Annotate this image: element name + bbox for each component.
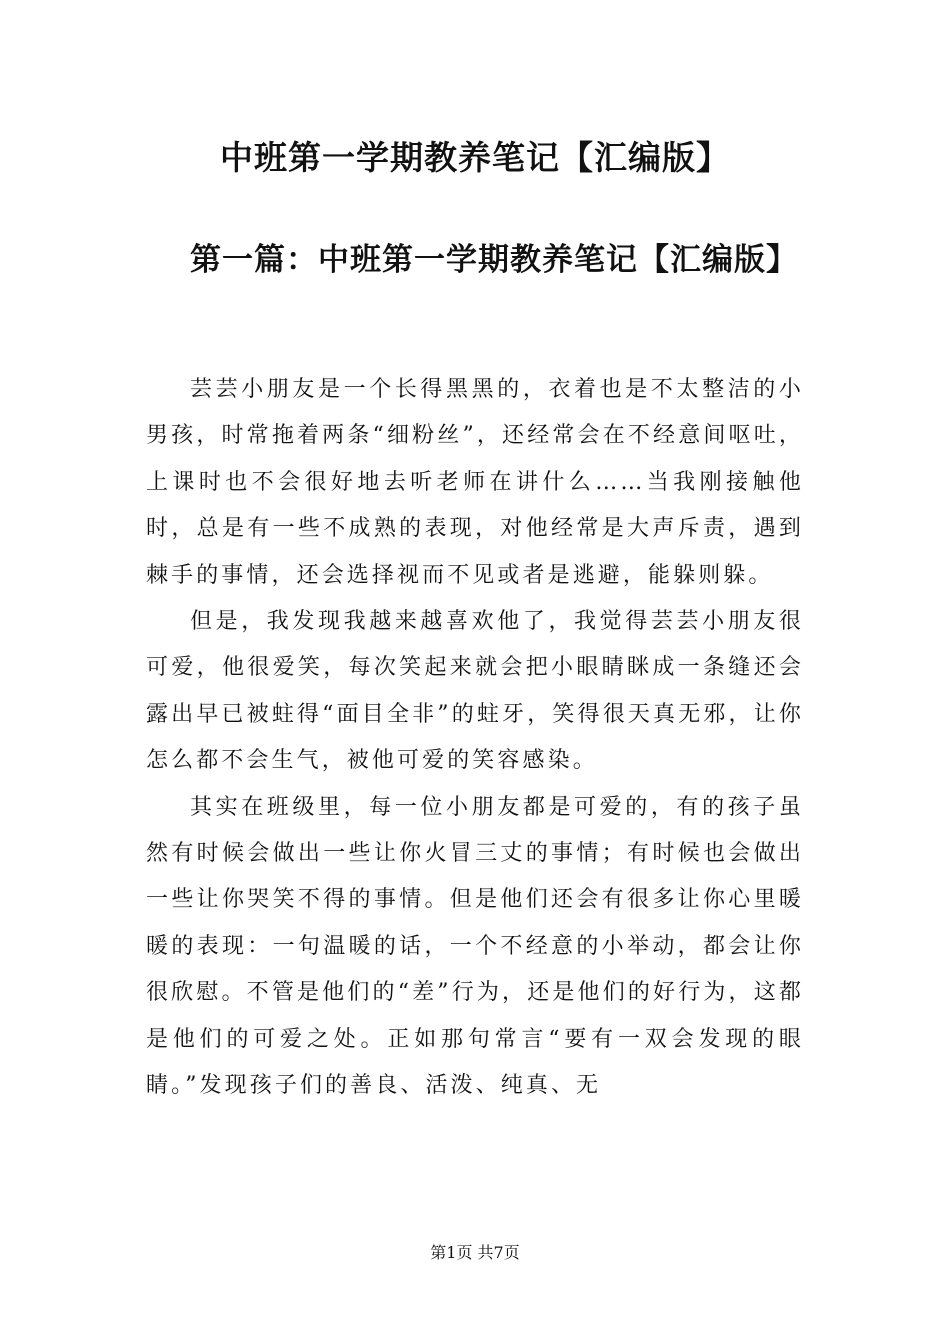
body-paragraph: 芸芸小朋友是一个长得黑黑的，衣着也是不太整洁的小男孩，时常拖着两条“细粉丝”，还经常会在不经意间呕吐，上课时也不会很好地去听老师在讲什么……当我刚接触他时，总是有一些不成熟的表现，对他经常是大声斥责，遇到棘手的事情，还会选择视而不见或者是逃避，能躲则躲。 xyxy=(146,377,804,588)
document-title: 中班第一学期教养笔记【汇编版】 xyxy=(220,138,730,177)
page-number-footer: 第1页 共7页 xyxy=(430,1243,520,1262)
section-title: 第一篇：中班第一学期教养笔记【汇编版】 xyxy=(190,242,798,278)
body-paragraph: 但是，我发现我越来越喜欢他了，我觉得芸芸小朋友很可爱，他很爱笑，每次笑起来就会把小眼睛眯成一条缝还会露出早已被蛀得“面目全非”的蛀牙，笑得很天真无邪，让你怎么都不会生气，被他可爱的笑容感染。 xyxy=(146,609,804,774)
body-paragraph: 其实在班级里，每一位小朋友都是可爱的，有的孩子虽然有时候会做出一些让你火冒三丈的事情；有时候也会做出一些让你哭笑不得的事情。但是他们还会有很多让你心里暖暖的表现：一句温暖的话，一个不经意的小举动，都会让你很欣慰。不管是他们的“差”行为，还是他们的好行为，这都是他们的可爱之处。正如那句常言“要有一双会发现的眼睛。”发现孩子们的善良、活泼、纯真、无 xyxy=(146,794,804,1099)
document-body xyxy=(146,367,804,1110)
